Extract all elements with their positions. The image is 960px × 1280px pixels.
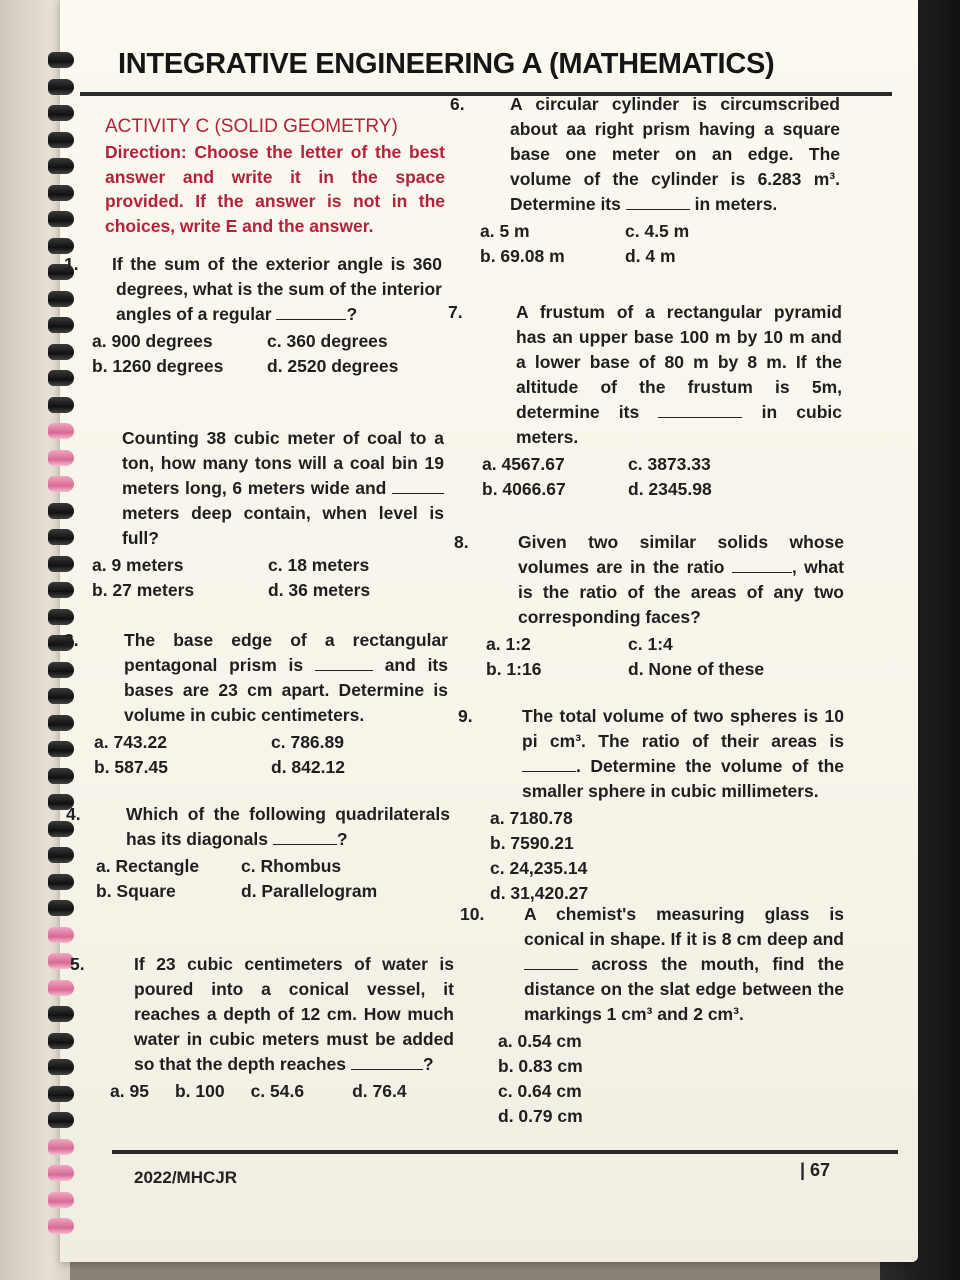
binding-ring: [48, 79, 74, 95]
binding-ring: [48, 768, 74, 784]
choice-b: b. 1260 degrees: [92, 356, 224, 376]
question-text-end: across the mouth, find the distance on the slat edge between the markings 1 cm³ and 2 cm³.: [524, 954, 844, 1024]
choice-c: c. 1:4: [628, 634, 673, 654]
choice-b: b. Square: [96, 881, 176, 901]
choice-a: a. 5 m: [480, 221, 530, 241]
choice-a: a. 1:2: [486, 634, 531, 654]
binding-ring: [48, 105, 74, 121]
choice-b: b. 0.83 cm: [498, 1056, 583, 1076]
choice-c: c. 4.5 m: [625, 221, 690, 241]
choice-d: d. 842.12: [271, 757, 345, 777]
activity-direction: Direction: Choose the letter of the best answer and write it in the space provided. If the answer is not in the choices, write E and the answer.: [105, 142, 445, 236]
question-text-end: in meters.: [694, 194, 778, 214]
choice-b: b. 1:16: [486, 659, 542, 679]
binding-ring: [48, 927, 74, 943]
answer-blank: [626, 193, 690, 210]
binding-ring: [48, 556, 74, 572]
choice-a: a. 0.54 cm: [498, 1031, 582, 1051]
question-text-end: . Determine the volume of the smaller sphere in cubic millimeters.: [522, 756, 844, 801]
activity-block: [105, 116, 445, 238]
binding-ring: [48, 688, 74, 704]
choice-a: a. 743.22: [94, 732, 167, 752]
binding-ring: [48, 423, 74, 439]
page-number: | 67: [800, 1160, 831, 1180]
binding-ring: [48, 52, 74, 68]
binding-ring: [48, 874, 74, 890]
choice-d: d. 4 m: [625, 246, 676, 266]
question-number: 4.: [66, 804, 81, 824]
answer-blank: [351, 1053, 423, 1070]
binding-ring: [48, 211, 74, 227]
question-number: 3.: [64, 630, 79, 650]
answer-blank: [276, 303, 346, 320]
question-4: [66, 802, 450, 903]
question-number: 5.: [70, 954, 85, 974]
question-text: Counting 38 cubic meter of coal to a ton, how many tons will a coal bin 19 meters long, 6 meters wide and: [122, 428, 444, 498]
choices-list: [92, 329, 442, 378]
question-8: [454, 530, 844, 681]
answer-blank: [522, 755, 576, 772]
question-text: The total volume of two spheres is 10 pi cm³. The ratio of their areas is: [522, 706, 844, 751]
activity-heading: ACTIVITY C (SOLID GEOMETRY): [105, 116, 398, 137]
choice-d: d. 2520 degrees: [267, 356, 399, 376]
binding-ring: [48, 1139, 74, 1155]
question-text: The base edge of a rectangular pentagonal prism is: [124, 630, 448, 675]
choices-list: [482, 452, 842, 501]
answer-blank: [315, 654, 373, 671]
choice-b: b. 69.08 m: [480, 246, 565, 266]
binding-ring: [48, 503, 74, 519]
choice-c: c. 18 meters: [268, 555, 370, 575]
question-text-end: and its bases are 23 cm apart. Determine is volume in cubic centimeters.: [124, 655, 448, 725]
choice-c: c. 24,235.14: [490, 858, 588, 878]
choice-c: c. Rhombus: [241, 856, 342, 876]
answer-blank: [524, 953, 578, 970]
choice-c: c. 3873.33: [628, 454, 711, 474]
question-text: A chemist's measuring glass is conical in shape. If it is 8 cm deep and: [524, 904, 844, 949]
binding-ring: [48, 1033, 74, 1049]
choice-d: d. 76.4: [352, 1081, 407, 1101]
binding-ring: [48, 529, 74, 545]
binding-ring: [48, 370, 74, 386]
choices-list: [94, 730, 448, 779]
question-text-end: ?: [336, 829, 348, 849]
choice-d: d. None of these: [628, 659, 765, 679]
choice-a: a. 9 meters: [92, 555, 184, 575]
answer-blank: [392, 477, 444, 494]
question-text-end: meters deep contain, when level is full?: [122, 503, 444, 548]
binding-ring: [48, 609, 74, 625]
question-6: [450, 92, 840, 268]
binding-ring: [48, 1086, 74, 1102]
question-text: Given two similar solids whose volumes are in the ratio: [518, 532, 844, 577]
choice-a: a. Rectangle: [96, 856, 200, 876]
answer-blank: [732, 556, 792, 573]
binding-ring: [48, 1059, 74, 1075]
choice-a: a. 4567.67: [482, 454, 565, 474]
question-2: [92, 426, 444, 602]
binding-ring: [48, 1112, 74, 1128]
question-7: [448, 300, 842, 501]
choice-b: b. 100: [174, 1081, 225, 1101]
choice-c: c. 360 degrees: [267, 331, 388, 351]
choice-d: d. 36 meters: [268, 580, 371, 600]
choice-d: d. 31,420.27: [490, 883, 589, 903]
choices-list: [480, 219, 840, 268]
question-1: [64, 252, 442, 378]
choice-b: b. 587.45: [94, 757, 168, 777]
binding-ring: [48, 132, 74, 148]
choice-c: c. 54.6: [250, 1081, 305, 1101]
binding-ring: [48, 1192, 74, 1208]
question-text: A frustum of a rectangular pyramid has an upper base 100 m by 10 m and a lower base of 80 m by 8 m. If the altitude of the frustum is 5m, determine its: [516, 302, 842, 422]
question-10: [460, 902, 844, 1128]
question-text-end: ?: [346, 304, 358, 324]
question-text: If 23 cubic centimeters of water is poured into a conical vessel, it reaches a depth of 12 cm. How much water in cubic meters must be added so that the depth reaches: [134, 954, 454, 1074]
choices-list: [92, 553, 444, 602]
choice-b: b. 7590.21: [490, 833, 574, 853]
question-number: 9.: [458, 706, 473, 726]
choices-list: [96, 854, 450, 903]
question-text-end: in cubic meters.: [516, 402, 842, 447]
question-text: Which of the following quadrilaterals has its diagonals: [126, 804, 450, 849]
question-5: [70, 952, 454, 1103]
question-number: 7.: [448, 302, 463, 322]
binding-ring: [48, 582, 74, 598]
binding-ring: [48, 847, 74, 863]
question-text: A circular cylinder is circumscribed about aa right prism having a square base one meter on an edge. The volume of the cylinder is 6.283 m³. Determine its: [510, 94, 840, 214]
binding-ring: [48, 1165, 74, 1181]
choice-a: a. 95: [110, 1081, 149, 1101]
choice-d: d. 2345.98: [628, 479, 712, 499]
question-9: [458, 704, 844, 905]
choice-a: a. 900 degrees: [92, 331, 213, 351]
page-title: INTEGRATIVE ENGINEERING A (MATHEMATICS): [118, 48, 775, 80]
binding-ring: [48, 158, 74, 174]
binding-ring: [48, 344, 74, 360]
answer-blank: [273, 828, 337, 845]
footer-code: 2022/MHCJR: [134, 1168, 237, 1187]
binding-ring: [48, 476, 74, 492]
binding-ring: [48, 1006, 74, 1022]
choices-list: [110, 1079, 454, 1103]
choices-list: [486, 632, 844, 681]
binding-ring: [48, 450, 74, 466]
choice-a: a. 7180.78: [490, 808, 573, 828]
binding-ring: [48, 900, 74, 916]
choice-c: c. 786.89: [271, 732, 344, 752]
question-text: If the sum of the exterior angle is 360 degrees, what is the sum of the interior angles of a regular: [112, 254, 442, 324]
question-text-end: , what is the ratio of the areas of any two corresponding faces?: [518, 557, 844, 627]
binding-ring: [48, 741, 74, 757]
question-3: [64, 628, 448, 779]
binding-ring: [48, 1218, 74, 1234]
binding-ring: [48, 185, 74, 201]
footer-divider: [112, 1150, 898, 1154]
question-number: 6.: [450, 94, 465, 114]
choice-c: c. 0.64 cm: [498, 1081, 582, 1101]
choice-d: d. 0.79 cm: [498, 1106, 583, 1126]
question-number: 8.: [454, 532, 469, 552]
binding-ring: [48, 397, 74, 413]
question-text-end: ?: [422, 1054, 434, 1074]
binding-ring: [48, 317, 74, 333]
choices-list: [498, 1029, 844, 1128]
choice-b: b. 27 meters: [92, 580, 195, 600]
answer-blank: [658, 401, 742, 418]
question-number: 10.: [460, 904, 485, 924]
choices-list: [490, 806, 844, 905]
binding-ring: [48, 291, 74, 307]
binding-ring: [48, 662, 74, 678]
question-number: 1.: [64, 254, 79, 274]
choice-d: d. Parallelogram: [241, 881, 378, 901]
binding-ring: [48, 715, 74, 731]
binding-ring: [48, 980, 74, 996]
choice-b: b. 4066.67: [482, 479, 566, 499]
